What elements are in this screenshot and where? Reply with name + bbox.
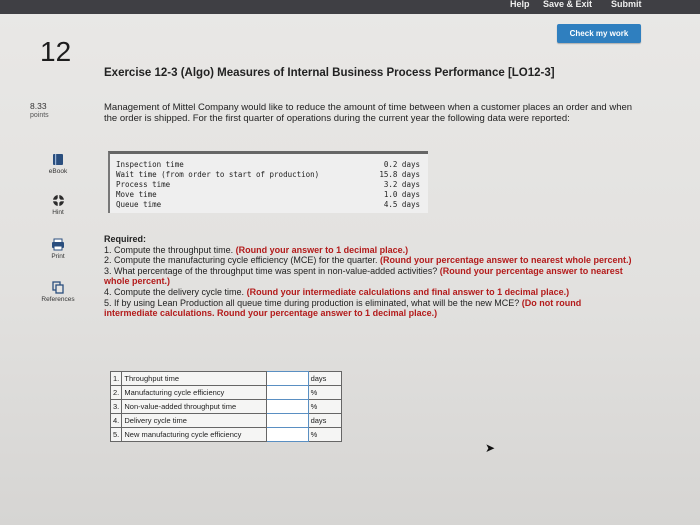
- new-mce-input[interactable]: [267, 428, 308, 442]
- top-toolbar: [0, 0, 700, 14]
- lifebuoy-icon: [52, 194, 65, 207]
- throughput-time-input[interactable]: [267, 372, 308, 386]
- points-label: points: [30, 112, 49, 119]
- data-row-value: 1.0 days: [383, 190, 420, 199]
- row-unit: days: [308, 372, 341, 386]
- table-row: [111, 400, 342, 414]
- data-row-label: Inspection time: [116, 160, 184, 169]
- table-row: [111, 428, 342, 442]
- hint-label: Hint: [52, 209, 64, 216]
- required-section: [104, 234, 634, 319]
- points-value: 8.33: [30, 101, 47, 111]
- print-tool[interactable]: [33, 238, 83, 260]
- required-heading: Required:: [104, 234, 147, 244]
- required-item: 3. What percentage of the throughput time was spent in non-value-added activities? (Round your percentage answer to nearest whole percent.): [104, 265, 623, 287]
- table-row: [111, 372, 342, 386]
- data-row-value: 0.2 days: [383, 160, 420, 169]
- row-number: 2.: [111, 386, 122, 400]
- table-row: [111, 414, 342, 428]
- references-tool[interactable]: [33, 281, 83, 303]
- book-icon: [52, 153, 64, 166]
- help-link[interactable]: Help: [510, 0, 530, 9]
- ebook-label: eBook: [48, 168, 68, 175]
- row-number: 5.: [111, 428, 122, 442]
- required-item: 1. Compute the throughput time. (Round your answer to 1 decimal place.): [104, 244, 409, 255]
- answer-table: [110, 371, 342, 442]
- row-unit: %: [308, 386, 341, 400]
- exercise-title: Exercise 12-3 (Algo) Measures of Internal Business Process Performance [LO12-3]: [104, 67, 555, 79]
- data-row-label: Wait time (from order to start of production): [116, 170, 320, 179]
- printer-icon: [51, 238, 65, 251]
- references-label: References: [41, 296, 75, 303]
- row-label: Delivery cycle time: [122, 414, 267, 428]
- problem-intro: Management of Mittel Company would like to reduce the amount of time between when a customer places an order and when the order is shipped. For the first quarter of operations during the current year the following data were reported:: [104, 102, 633, 124]
- save-exit-link[interactable]: Save & Exit: [543, 0, 593, 9]
- row-label: Manufacturing cycle efficiency: [122, 386, 267, 400]
- time-data-table: [108, 151, 428, 213]
- data-row-value: 4.5 days: [383, 200, 420, 209]
- mce-input[interactable]: [267, 386, 308, 400]
- data-row-value: 15.8 days: [379, 170, 420, 179]
- submit-link[interactable]: Submit: [611, 0, 642, 9]
- data-row-label: Process time: [116, 180, 171, 189]
- row-label: Non-value-added throughput time: [122, 400, 267, 414]
- mouse-cursor-icon: ➤: [485, 441, 496, 455]
- required-item: 4. Compute the delivery cycle time. (Round your intermediate calculations and final answer to 1 decimal place.): [104, 286, 570, 297]
- data-row-label: Move time: [116, 190, 157, 199]
- row-number: 1.: [111, 372, 122, 386]
- row-number: 3.: [111, 400, 122, 414]
- row-unit: %: [308, 400, 341, 414]
- ebook-tool[interactable]: [33, 153, 83, 175]
- delivery-cycle-time-input[interactable]: [267, 414, 308, 428]
- required-item: 2. Compute the manufacturing cycle efficiency (MCE) for the quarter. (Round your percentage answer to nearest whole percent.): [104, 255, 632, 266]
- row-number: 4.: [111, 414, 122, 428]
- data-row-label: Queue time: [116, 200, 162, 209]
- row-label: New manufacturing cycle efficiency: [122, 428, 267, 442]
- row-unit: %: [308, 428, 341, 442]
- question-number: 12: [40, 36, 72, 67]
- copy-icon: [52, 281, 64, 294]
- hint-tool[interactable]: [33, 194, 83, 216]
- check-my-work-button[interactable]: Check my work: [557, 24, 641, 43]
- row-label: Throughput time: [122, 372, 267, 386]
- print-label: Print: [51, 253, 65, 260]
- row-unit: days: [308, 414, 341, 428]
- table-row: [111, 386, 342, 400]
- non-value-added-input[interactable]: [267, 400, 308, 414]
- required-item: 5. If by using Lean Production all queue time during production is eliminated, what will be the new MCE? (Do not round intermediate calculations. Round your percentage answer to 1 decimal place.): [104, 297, 582, 319]
- data-row-value: 3.2 days: [383, 180, 420, 189]
